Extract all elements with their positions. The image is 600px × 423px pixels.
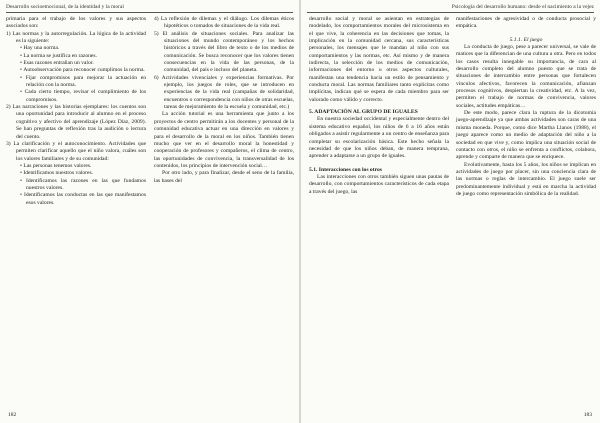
bullet-item: • Identificamos las conductas en las que manifestamos esos valores. bbox=[20, 192, 146, 206]
right-column-1 bbox=[309, 16, 449, 196]
left-page-number: 182 bbox=[8, 412, 17, 418]
left-running-header: Desarrollo socioemocional, de la identidad y la moral bbox=[6, 4, 124, 10]
subsection-title: 5.1. Interacciones con los otros bbox=[309, 166, 382, 173]
paragraph-evolution: Evolutivamente, hasta los 5 años, los niños se implican en actividades de juego por placer, sin una conciencia clara de las normas o reglas de intercambio. El juego suele ser predominantemente individual y está en marcha la actividad de juego como representación simbólica de la realidad. bbox=[456, 161, 596, 197]
bullet-item: • Esas razones entrañan un valor. bbox=[20, 60, 94, 67]
bullet-item: • La norma se justifica en razones. bbox=[20, 52, 97, 59]
bullet-item: • Hay una norma. bbox=[20, 45, 60, 52]
left-header-rule bbox=[6, 12, 293, 13]
list-item-4: 4) La reflexión de dilemas y el diálogo. Los dilemas éticos hipotéticos o tomados de situaciones de la vida real. bbox=[154, 16, 294, 30]
paragraph-dichotomy: De este modo, parece clara la ruptura de la dicotomía juego-aprendizaje ya que ambas actividades son caras de una misma moneda. Porque, como dice Martha Llanos (1988), el juego aparece como un medio de adaptación del niño a la sociedad en que vive y, como implica una situación social de contacto con otros, el niño se enfrenta a conflictos, colabora, aprende y comparte de manera que se enriquece. bbox=[456, 110, 596, 161]
subsection-title-juego: 5.1.1. El juego bbox=[509, 36, 543, 43]
bullet-item: • Cada cierto tiempo, revisar el cumplimiento de los compromisos. bbox=[20, 89, 147, 103]
section-title: 5. ADAPTACIÓN AL GRUPO DE IGUALES bbox=[309, 109, 418, 116]
paragraph-continuation: manifestaciones de agresividad o de conducta prosocial y empática. bbox=[456, 16, 596, 30]
paragraph-family: Por otro lado, y para finalizar, desde el seno de la familia, las bases del bbox=[154, 170, 294, 184]
list-item-6: 6) Actividades vivenciales y experiencias formativas. Por ejemplo, los juegos de roles, que se introducen en experiencias de la vida real (campañas de solidaridad, encuentros o correspondencia con niños de otras escuelas, tareas de mejoramiento de la escuela y comunidad, etc.) bbox=[154, 74, 294, 111]
left-page bbox=[0, 0, 299, 423]
right-running-header: Psicología del desarrollo humano: desde el nacimiento a la vejez bbox=[451, 4, 594, 10]
paragraph-play: La conducta de juego, pese a parecer universal, se vale de matices que la diferencian de una cultura a otra. Pero en todos los casos resulta innegable su importancia, de cara al desarrollo completo del alumno puesto que se trata de situaciones de intercambio entre personas que fortalecen vínculos afectivos, favorecen la comunicación, afianzan procesos cognitivos, despiertan la creatividad, etc. A la vez, permiten el trabajo de normas de convivencia, valores sociales, actitudes empáticas… bbox=[456, 44, 596, 109]
left-column-1 bbox=[6, 16, 146, 207]
list-item-5: 5) El análisis de situaciones sociales. Para analizar las situaciones del mundo contemporáneo y los hechos históricos a través del libro de texto o de los medios de comunicación. Se busca reconocer que los valores tienen consecuencias en la vida de las personas, de la comunidad, del país e incluso del planeta. bbox=[154, 30, 294, 74]
right-page bbox=[301, 0, 600, 423]
list-item-3: 3) La clarificación y el autoconocimiento. Actividades que permiten clarificar aquello que el niño valora, cuáles son los valores familiares y de su comunidad: bbox=[6, 140, 146, 162]
right-column-2 bbox=[456, 16, 596, 198]
intro-text: primaria para el trabajo de los valores y sus aspectos asociados son: bbox=[6, 16, 146, 30]
right-header-rule bbox=[307, 12, 594, 13]
bullet-item: • Autoobservación para reconocer cumplimos la norma. bbox=[20, 67, 145, 74]
bullet-item: • Identificamos nuestros valores. bbox=[20, 170, 94, 177]
paragraph-social-development: desarrollo social y moral se asientan en estrategias de modelado, los comportamientos morales del microsistema en el que vive, la coherencia en las decisiones que tomas, la implicación en la comunidad cercana, sus características personales, los mensajes que le mandan al niño con sus comportamientos y las normas, etc. Así mismo y de manera indirecta, la selección de los medios de comunicación, informaciones del entorno u otros aspectos culturales, manifestan una tendencia hacia un estilo de pensamiento y conducta moral. Las normas familiares tanto explícitas como implícitas, indican qué se espera de cada miembro para ser valorado como válido y correcto. bbox=[309, 16, 449, 103]
left-column-2 bbox=[154, 16, 294, 185]
bullet-item: • Las personas tenemos valores. bbox=[20, 162, 92, 169]
paragraph-peer-group: En nuestra sociedad occidental y especialmente dentro del sistema educativo español, los niños de 6 a 16 años están obligados a asistir regularmente a un centro de enseñanza para completar su escolarización básica. Este hecho señala la necesidad de que los niños deban, de manera temprana, aprender a adaptarse a un grupo de iguales. bbox=[309, 116, 449, 160]
right-page-number: 183 bbox=[583, 412, 592, 418]
paragraph-tutorial: La acción tutorial es una herramienta que junto a los proyectos de centro permitirán a los docentes y personal de la comunidad educativa actuar en una dirección en valores y para el desarrollo de la moral en los niños. También tienen mucho que ver en el desarrollo moral la honestidad y cooperación de profesores y compañeros, el clima de centro, las oportunidades de convivencia, la transversalidad de los contenidos, los principios de intervención social… bbox=[154, 111, 294, 169]
bullet-item: • Fijar compromisos para mejorar la actuación en relación con la norma. bbox=[20, 74, 146, 89]
paragraph-interactions: Las interacciones con otros también siguen unas pautas de desarrollo, con comportamientos característicos de cada etapa a través del juego, las bbox=[309, 173, 449, 195]
list-item-1: 1) Las normas y la autorregulación. La lógica de la actividad es la siguiente: bbox=[6, 30, 146, 45]
list-item-2: 2) Las narraciones y las historias ejemplares: los cuentos son una oportunidad para introducir al alumno en el proceso cognitivo y afectivo del aprendizaje (López Díaz, 2009). Se han preguntas de reflexión tras la audición o lectura del cuento. bbox=[6, 104, 146, 140]
bullet-item: • Identificamos las razones en las que fundamos nuestros valores. bbox=[20, 177, 146, 191]
